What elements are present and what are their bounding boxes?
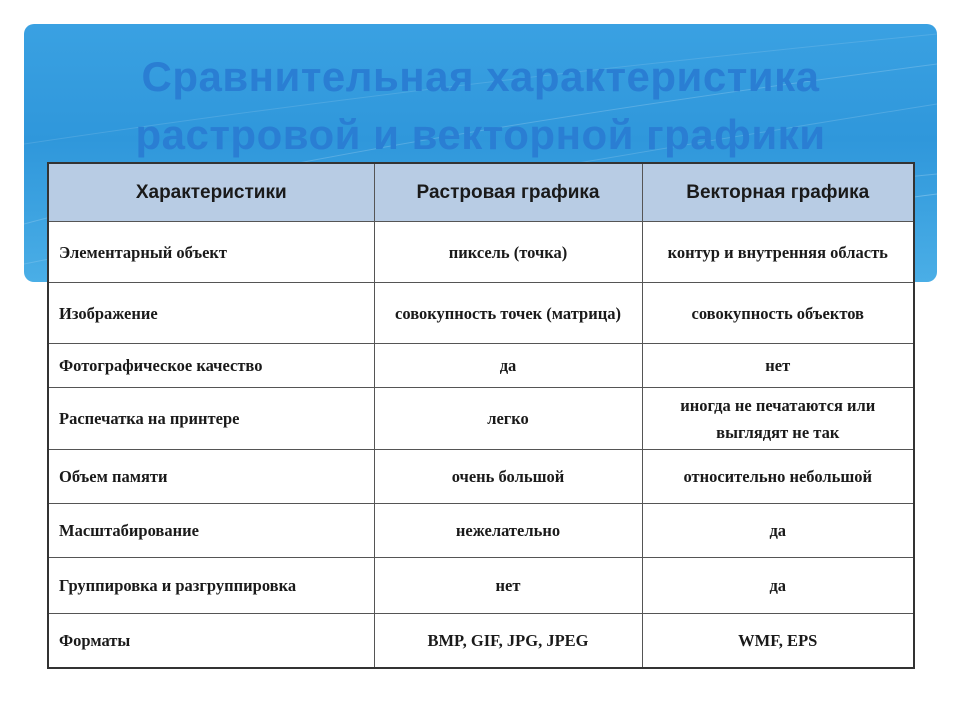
row-label: Объем памяти [48,450,374,504]
raster-cell: легко [374,388,642,450]
row-label: Масштабирование [48,504,374,558]
comparison-table [47,162,915,669]
vector-cell: контур и внутренняя область [642,222,914,283]
table-row [48,222,914,283]
table-row [48,344,914,388]
vector-cell: да [642,558,914,614]
table-row [48,614,914,668]
raster-cell: BMP, GIF, JPG, JPEG [374,614,642,668]
table-row [48,504,914,558]
raster-cell: пиксель (точка) [374,222,642,283]
row-label: Форматы [48,614,374,668]
vector-cell: относительно небольшой [642,450,914,504]
raster-cell: совокупность точек (матрица) [374,283,642,344]
vector-cell: нет [642,344,914,388]
vector-cell: да [642,504,914,558]
vector-cell: WMF, EPS [642,614,914,668]
row-label: Распечатка на принтере [48,388,374,450]
header-raster: Растровая графика [374,163,642,222]
table-row [48,450,914,504]
raster-cell: очень большой [374,450,642,504]
slide-title-line1: Сравнительная характеристика [141,53,820,100]
table-row [48,558,914,614]
table-header-row [48,163,914,222]
row-label: Группировка и разгруппировка [48,558,374,614]
header-vector: Векторная графика [642,163,914,222]
raster-cell: нет [374,558,642,614]
vector-cell: совокупность объектов [642,283,914,344]
row-label: Элементарный объект [48,222,374,283]
header-characteristics: Характеристики [48,163,374,222]
raster-cell: нежелательно [374,504,642,558]
table-row [48,283,914,344]
vector-cell: иногда не печатаются или выглядят не так [642,388,914,450]
raster-cell: да [374,344,642,388]
slide-title-line2: растровой и векторной графики [135,111,826,158]
row-label: Фотографическое качество [48,344,374,388]
row-label: Изображение [48,283,374,344]
table-row [48,388,914,450]
